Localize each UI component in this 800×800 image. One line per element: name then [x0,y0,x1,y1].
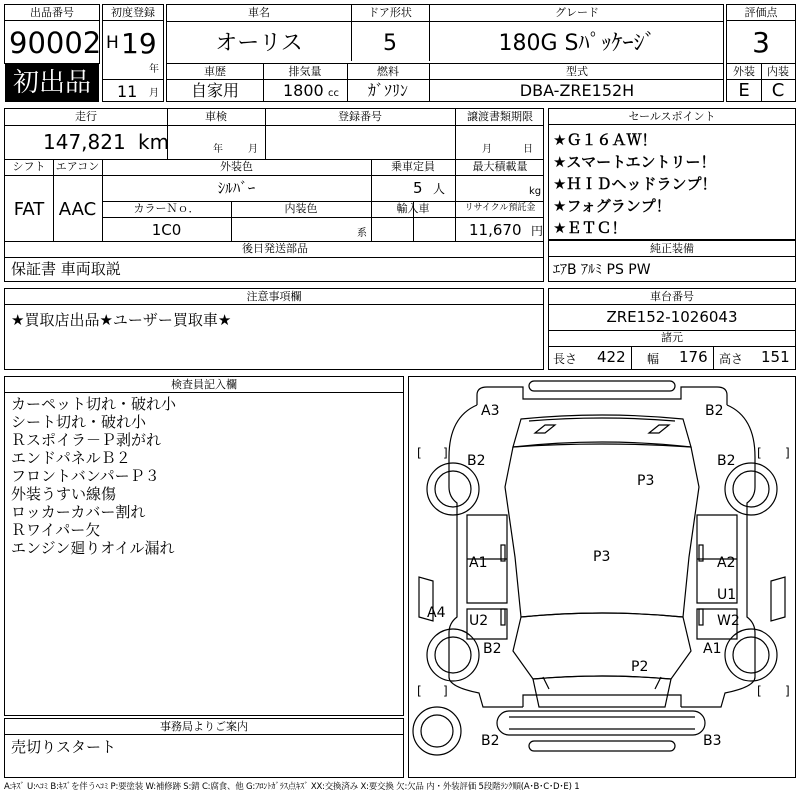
colorno-label: カラーＮｏ． [133,202,200,215]
damage-mark: A3 [481,403,500,419]
history-label: 車歴 [204,65,226,78]
chassis-label: 車台番号 [549,289,795,305]
damage-mark: A4 [427,605,446,621]
displacement-value: 1800 [283,81,324,100]
damage-mark: B2 [467,453,486,469]
car-name: オーリス [215,31,303,56]
divider [167,21,723,22]
sales-point: ★ＨＩＤヘッドランプ！ [553,175,717,193]
car-info-box [166,4,724,102]
fuel-label: 燃料 [377,65,399,78]
bracket-mark: ] [785,446,790,460]
score-box [726,4,796,102]
damage-mark: A2 [717,555,736,571]
displacement-unit: cc [328,88,339,99]
bracket-mark: ] [443,684,448,698]
inspection-month-unit: 月 [248,144,258,155]
regno-label: 登録番号 [338,110,382,123]
colorno-value: 1C0 [151,221,182,239]
first-listing-badge: 初出品 [5,64,99,102]
width-value: 176 [679,348,708,366]
damage-mark: P3 [637,473,655,489]
damage-mark: B2 [483,641,502,657]
load-unit: kg [529,186,542,197]
fuel-value: ｶﾞｿﾘﾝ [367,81,408,100]
divider [103,79,163,80]
later-parts-label: 後日発送部品 [242,242,308,255]
chassis-box [548,288,796,370]
inspector-line: フロントバンパーＰ３ [11,467,160,485]
registration-box [102,4,164,102]
inspector-box [4,376,404,716]
office-value: 売切りスタート [11,738,117,756]
sales-point: ★フォグランプ！ [553,197,671,215]
damage-mark: B3 [703,733,722,749]
divider [549,346,795,347]
transfer-label: 譲渡書類期限 [467,110,533,123]
inspection-label: 車検 [205,110,227,123]
sales-point: ★スマートエントリー！ [553,153,716,171]
height-value: 151 [761,348,790,366]
registration-label: 初度登録 [103,5,163,21]
ext-grade: E [738,80,750,101]
legend: A:ｷｽﾞ U:ﾍｺﾐ B:ｷｽﾞを伴うﾍｺﾐ P:要塗装 W:補修跡 S:錆 C:腐食、他 G:ﾌﾛﾝﾄｶﾞﾗｽ点ｷｽﾞ XX:交換済み X:要交換 欠:欠品 内・外装評価 5段階ﾗﾝｸ順(A･B･C･D･E) 1 [4,782,580,792]
chassis-number: ZRE152-1026043 [606,308,738,326]
doors-label: ドア形状 [368,6,412,19]
inspector-line: ロッカーカバー割れ [11,503,146,521]
registration-era: H [106,33,119,53]
ac-label: エアコン [55,160,100,173]
recycle-label: リサイクル預託金 [464,203,536,213]
displacement-label: 排気量 [288,65,322,78]
height-label: 高さ [719,352,744,366]
width-label: 幅 [647,352,660,366]
capacity-label: 乗車定員 [391,160,435,173]
office-label: 事務局よりご案内 [5,719,403,735]
bracket-mark: [ [417,446,422,460]
mileage-label: 走行 [75,110,97,123]
inspector-line: カーペット切れ・破れ小 [11,395,177,413]
score-label: 評価点 [727,5,795,21]
damage-mark: B2 [717,453,736,469]
inspector-line: Ｒスポイラ－Ｐ剥がれ [11,431,162,449]
capacity-unit: 人 [433,182,446,196]
score-value: 3 [752,26,770,59]
damage-mark: W2 [717,613,740,629]
damage-mark: A1 [703,641,722,657]
inspector-line: シート切れ・破れ小 [11,413,147,431]
inspector-line: 外装うすい線傷 [11,485,117,503]
color-label: 外装色 [220,160,253,173]
intcolor-unit: 系 [357,228,367,239]
doors-value: 5 [383,31,397,56]
lot-number: 90002 [9,26,102,60]
transfer-day-unit: 日 [523,144,533,155]
transfer-month-unit: 月 [482,144,492,155]
inspector-line: Ｒワイパー欠 [11,521,101,539]
sales-points-box [548,108,796,240]
length-label: 長さ [553,352,578,366]
registration-year: 19 [121,27,157,60]
damage-mark: B2 [481,733,500,749]
ext-label: 外装 [733,65,755,78]
length-value: 422 [597,348,626,366]
import-label: 輸入車 [396,202,430,215]
shift-value: FAT [13,199,45,220]
details-box [4,108,544,282]
load-label: 最大積載量 [472,160,528,173]
mileage-value: 147,821 [43,130,126,154]
damage-mark: B2 [705,403,724,419]
bracket-mark: [ [757,684,762,698]
notes-value: ★買取店出品★ユーザー買取車★ [11,311,232,329]
notes-box [4,288,544,370]
month-unit: 月 [149,88,159,99]
notes-label: 注意事項欄 [5,289,543,305]
grade-label: グレード [555,6,599,19]
divider [631,346,632,369]
bracket-mark: ] [443,446,448,460]
mileage-unit: km [138,130,170,154]
divider [5,175,543,176]
color-value: ｼﾙﾊﾞｰ [217,179,256,197]
lot-box [4,4,100,64]
divider [5,125,543,126]
divider [167,79,723,80]
inspector-line: エンジン廻りオイル漏れ [11,539,175,557]
car-name-label: 車名 [248,6,270,19]
int-grade: C [771,80,785,101]
capacity-value: 5 [413,179,423,197]
damage-mark: U1 [717,587,737,603]
inspection-year-unit: 年 [213,144,223,155]
car-diagram-svg [409,377,795,777]
damage-mark: P3 [593,549,611,565]
inspector-label: 検査員記入欄 [5,377,403,393]
model-label: 型式 [566,65,588,78]
equipment-label: 純正装備 [549,241,795,257]
damage-mark: U2 [469,613,489,629]
equipment-box [548,240,796,282]
year-unit: 年 [149,64,159,75]
shift-label: シフト [12,160,46,173]
recycle-value: 11,670 [469,221,522,239]
lot-label: 出品番号 [5,5,99,21]
intcolor-label: 内装色 [284,202,318,215]
divider [167,63,723,64]
spec-label: 諸元 [661,331,683,344]
bracket-mark: [ [757,446,762,460]
inspector-line: エンドパネルＢ２ [11,449,131,467]
damage-mark: A1 [469,555,488,571]
int-label: 内装 [767,65,789,78]
damage-mark: P2 [631,659,649,675]
model-value: DBA-ZRE152H [519,81,635,100]
later-parts-value: 保証書 車両取説 [11,260,121,278]
sales-points-label: セールスポイント [549,109,795,125]
divider [102,217,543,218]
divider [5,257,543,258]
history-value: 自家用 [190,81,239,100]
damage-diagram [408,376,796,778]
equipment-value: ｴｱB ｱﾙﾐ PS PW [553,262,651,278]
office-box [4,718,404,778]
bracket-mark: [ [417,684,422,698]
bracket-mark: ] [785,684,790,698]
sales-point: ★ＥＴＣ！ [553,219,627,237]
recycle-unit: 円 [531,224,544,238]
grade-value: 180G Sﾊﾟｯｹｰｼﾞ [498,31,656,56]
ac-value: AAC [58,199,97,220]
registration-month: 11 [117,82,138,101]
sales-point: ★Ｇ１６ＡＷ！ [553,131,657,149]
divider [713,346,714,369]
